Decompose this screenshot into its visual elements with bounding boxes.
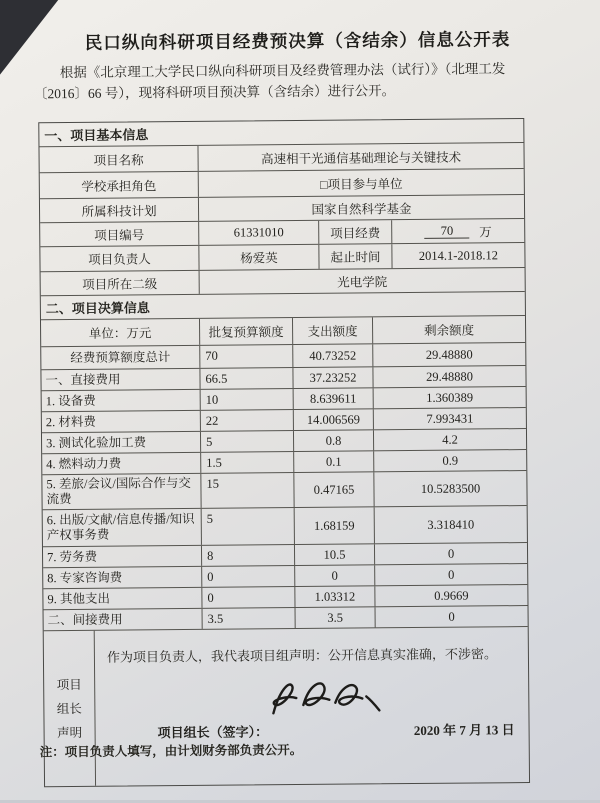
- table-row: [43, 505, 527, 546]
- project-name-value: 高速相干光通信基础理论与关键技术: [197, 143, 523, 171]
- funds-value: [391, 219, 524, 243]
- page-title: 民口纵向科研项目经费预决算（含结余）信息公开表: [84, 29, 511, 53]
- spent-cell: 8.639611: [293, 388, 373, 409]
- project-number-value: 61331010: [198, 221, 318, 245]
- approved-cell: 8: [201, 545, 294, 566]
- table-row: [44, 605, 528, 630]
- dept-label: 项目所在二级: [82, 276, 158, 292]
- unit-header: 单位：万元: [88, 326, 152, 341]
- table-row: [40, 218, 524, 246]
- table-row: [42, 428, 526, 453]
- spent-cell: 10.5: [294, 544, 374, 565]
- remaining-cell: 10.5283500: [373, 471, 526, 506]
- spent-cell: 1.03312: [294, 586, 374, 607]
- budget-table-body: [41, 342, 527, 630]
- approved-cell: 1.5: [200, 452, 293, 473]
- plan-label: 所属科技计划: [81, 203, 157, 219]
- remaining-cell: 29.48880: [372, 366, 525, 387]
- spent-cell: 40.73252: [292, 344, 372, 367]
- table-row: [39, 142, 523, 172]
- section-title: 二、项目决算信息: [45, 300, 150, 317]
- label-cell: 经费预算额度总计: [70, 349, 171, 365]
- approved-cell: 3.5: [202, 608, 295, 629]
- funds-unit: 万: [479, 224, 492, 239]
- table-row: [41, 365, 525, 390]
- footnote: 注：项目负责人填写，由计划财务部负责公开。: [39, 742, 303, 760]
- main-form-table: [38, 118, 530, 787]
- remaining-header: 剩余额度: [372, 316, 525, 343]
- label-cell: 二、间接费用: [47, 612, 123, 627]
- spent-cell: 0.1: [293, 451, 373, 472]
- approved-cell: 22: [200, 410, 293, 431]
- remaining-cell: 0.9: [373, 450, 526, 471]
- remaining-cell: 4.2: [373, 429, 526, 450]
- spent-cell: 1.68159: [294, 507, 374, 544]
- declaration-side-label: 项目 组长 声明: [56, 677, 83, 740]
- table-row: [41, 267, 525, 295]
- spent-header: 支出额度: [292, 317, 372, 344]
- intro-paragraph: [34, 58, 564, 105]
- spent-cell: 0.8: [293, 430, 373, 451]
- table-row: [40, 242, 524, 271]
- approved-cell: 0: [201, 587, 294, 608]
- label-cell: 3. 测试化验加工费: [46, 434, 147, 450]
- approved-cell: 15: [200, 473, 293, 508]
- funds-label: 项目经费: [318, 220, 391, 244]
- role-value: □项目参与单位: [198, 169, 524, 197]
- label-cell: 4. 燃料动力费: [46, 456, 122, 471]
- leader-label: 项目负责人: [88, 252, 151, 267]
- table-row: [43, 584, 527, 609]
- sign-label: 项目组长（签字）：: [157, 724, 269, 741]
- remaining-cell: 1.360389: [373, 387, 526, 408]
- label-cell: 2. 材料费: [45, 414, 96, 429]
- section-title: 一、项目基本信息: [44, 127, 149, 144]
- leader-value: 杨爱英: [198, 245, 318, 270]
- budget-header-row: [41, 315, 525, 346]
- spent-cell: 0.47165: [293, 472, 373, 507]
- approved-cell: 5: [200, 431, 293, 452]
- declaration-row: [44, 626, 529, 786]
- table-row: [42, 449, 526, 474]
- declaration-statement: 作为项目负责人，我代表项目组声明：公开信息真实准确，不涉密。: [106, 646, 498, 665]
- table-row: [43, 563, 527, 588]
- remaining-cell: 3.318410: [374, 506, 527, 543]
- table-row: [43, 542, 527, 567]
- spent-cell: 14.006569: [293, 409, 373, 430]
- project-name-label: 项目名称: [93, 152, 144, 168]
- approved-header: 批复预算额度: [199, 318, 292, 345]
- label-cell: 7. 劳务费: [46, 549, 98, 564]
- table-row: [42, 407, 526, 432]
- approved-cell: 10: [200, 389, 293, 410]
- label-cell: 5. 差旅/会议/国际合作与交流费: [46, 475, 191, 507]
- table-row: [40, 194, 524, 222]
- funds-amount: 70: [425, 224, 470, 239]
- declaration-date: 2020 年 7 月 13 日: [413, 722, 515, 739]
- period-label: 起止时间: [318, 244, 391, 269]
- label-cell: 6. 出版/文献/信息传播/知识产权事务费: [46, 511, 195, 543]
- spent-cell: 37.23252: [292, 367, 372, 388]
- label-cell: 一、直接费用: [45, 372, 121, 387]
- period-value: 2014.1-2018.12: [391, 243, 524, 268]
- intro-line-2: 〔2016〕66 号），现将科研项目预决算（含结余）进行公开。: [33, 83, 396, 102]
- signature-line: [96, 719, 529, 742]
- approved-cell: 70: [199, 345, 292, 368]
- intro-line-1: 根据《北京理工大学民口纵向科研项目及经费管理办法（试行）》（北理工发: [59, 61, 506, 81]
- project-number-label: 项目编号: [94, 227, 145, 243]
- remaining-cell: 0: [374, 543, 527, 564]
- role-label: 学校承担角色: [81, 178, 157, 194]
- remaining-cell: 29.48880: [372, 343, 525, 366]
- spent-cell: 3.5: [295, 607, 375, 628]
- approved-cell: 66.5: [199, 368, 292, 389]
- spent-cell: 0: [294, 565, 374, 586]
- label-cell: 1. 设备费: [45, 393, 96, 408]
- remaining-cell: 7.993431: [373, 408, 526, 429]
- remaining-cell: 0: [374, 564, 527, 585]
- table-row: [41, 342, 525, 369]
- remaining-cell: 0.9669: [374, 585, 527, 606]
- approved-cell: 0: [201, 566, 294, 587]
- table-row: [40, 168, 524, 198]
- table-row: [42, 470, 526, 509]
- declaration-main: [94, 627, 529, 786]
- plan-value: 国家自然科学基金: [198, 195, 524, 221]
- remaining-cell: 0: [375, 606, 528, 627]
- dept-value: 光电学院: [199, 268, 525, 294]
- label-cell: 9. 其他支出: [47, 591, 110, 606]
- table-row: [42, 386, 526, 411]
- label-cell: 8. 专家咨询费: [47, 570, 123, 585]
- approved-cell: 5: [201, 508, 294, 545]
